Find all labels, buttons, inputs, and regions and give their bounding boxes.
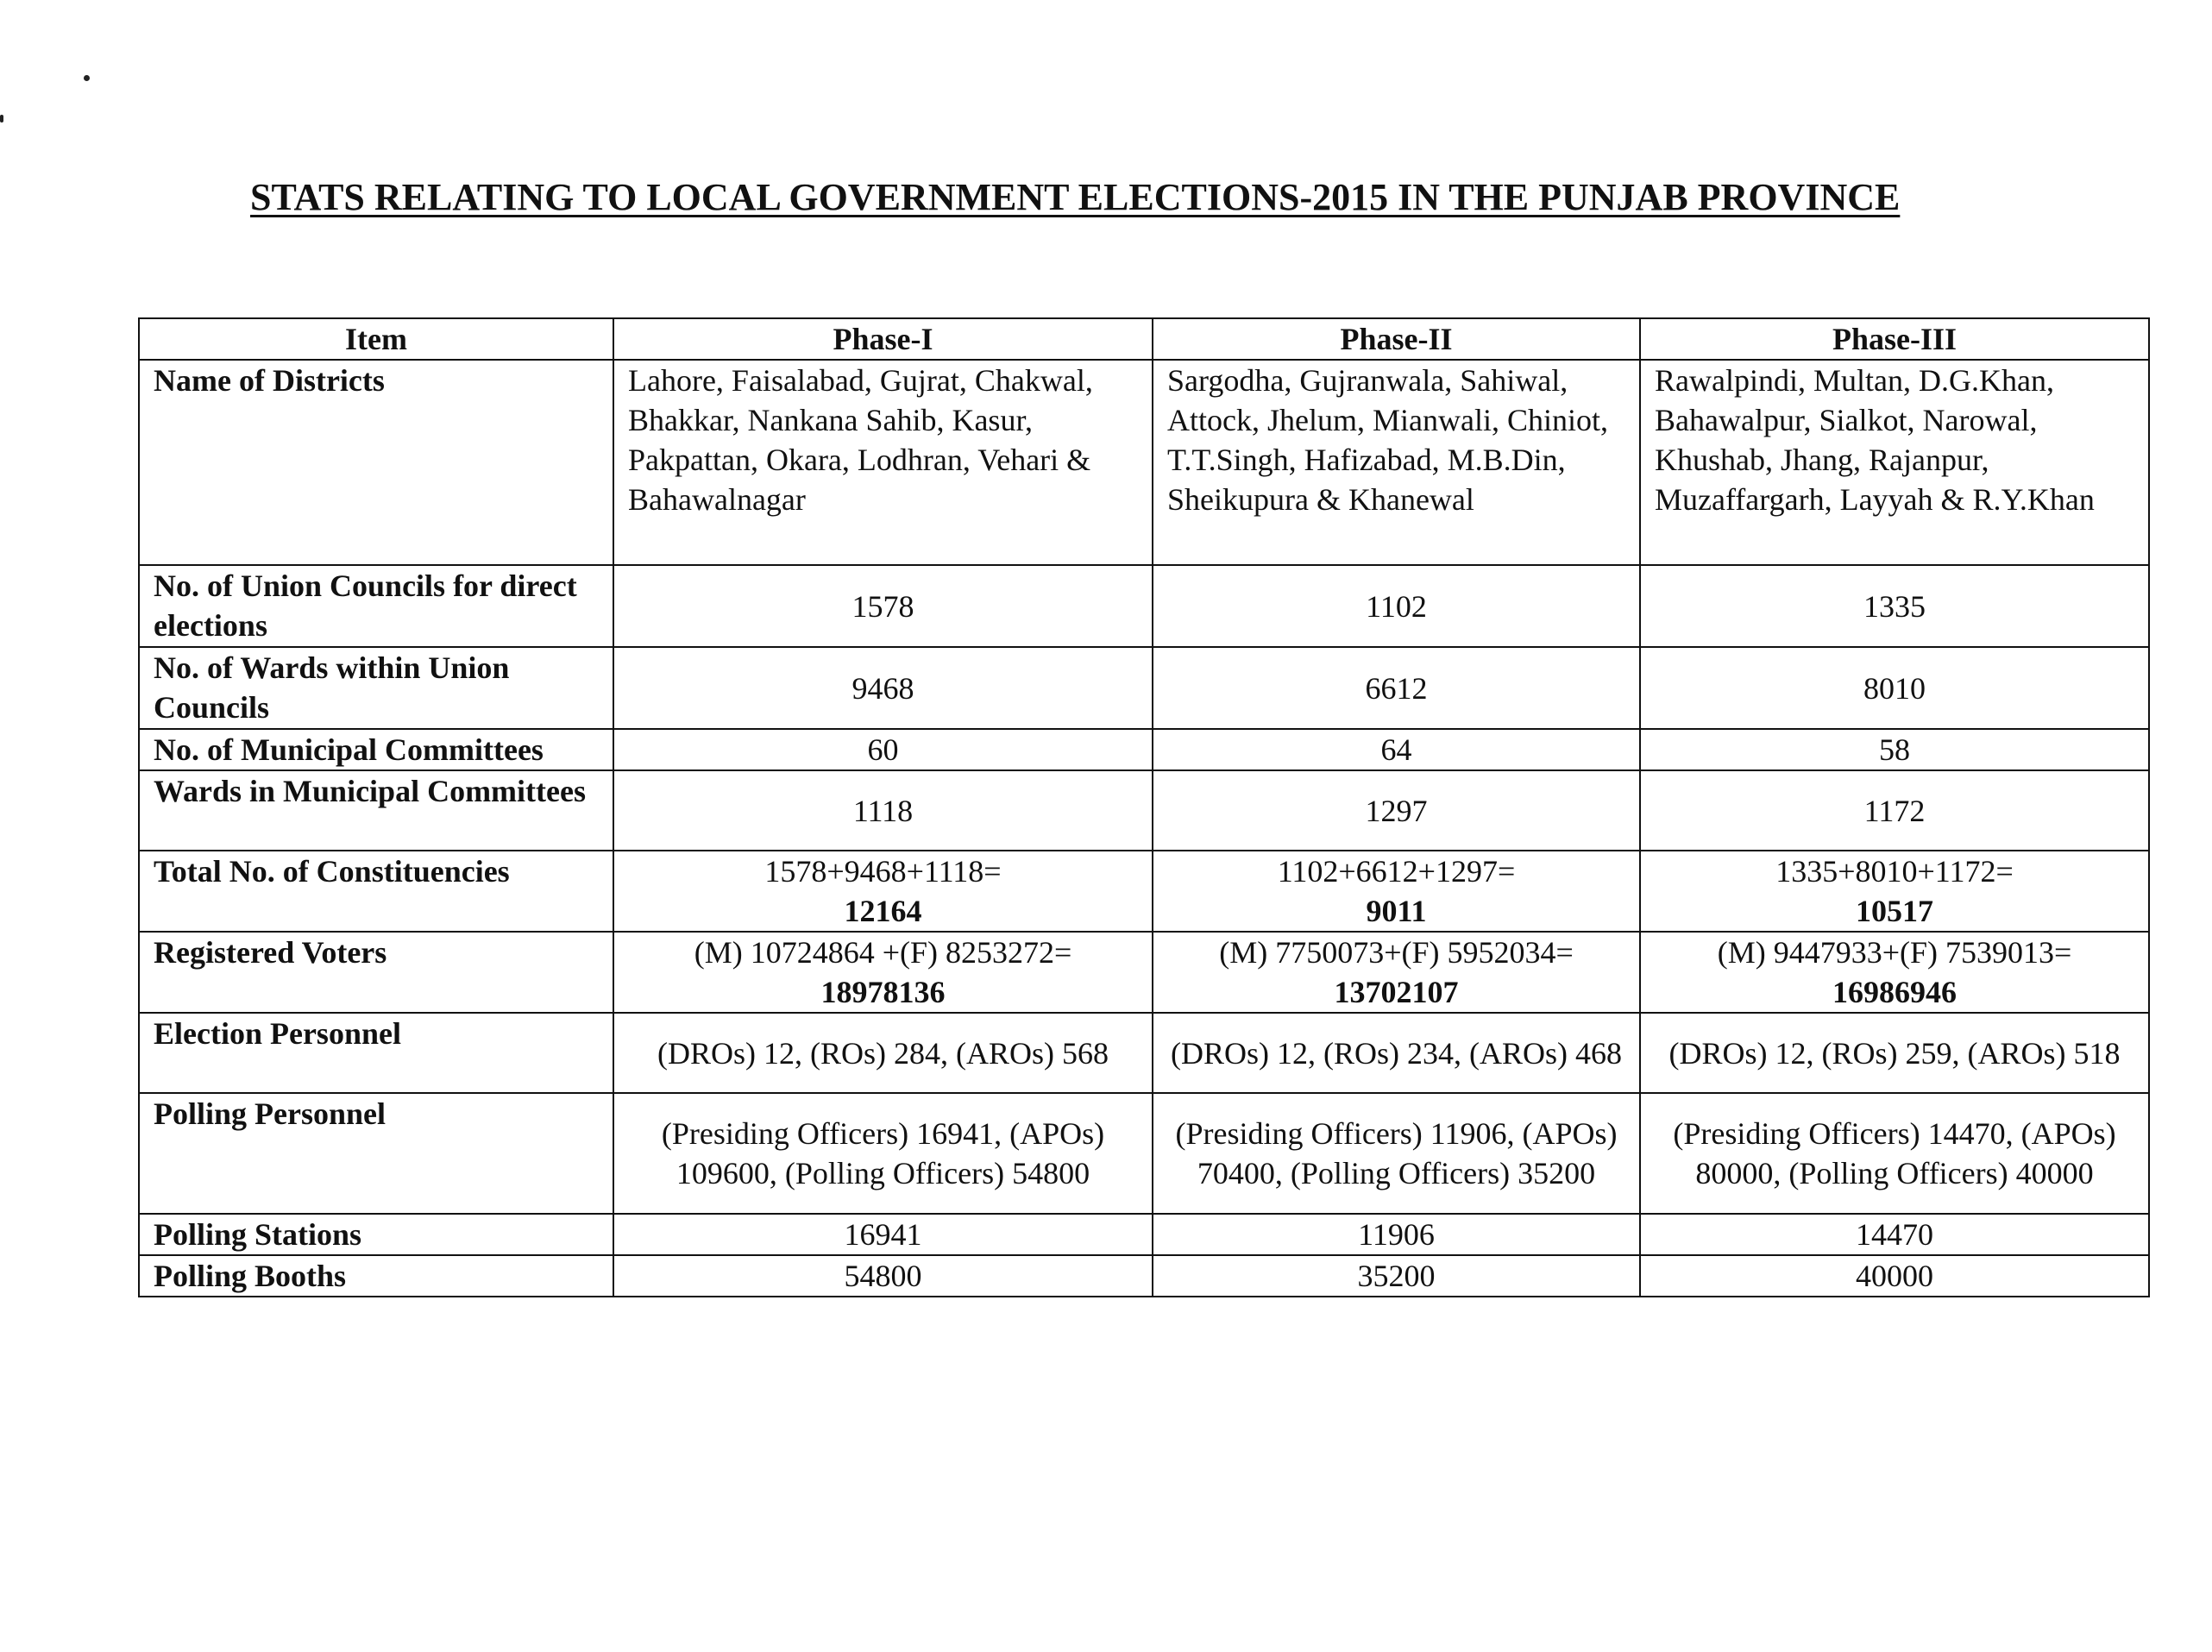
formula: (M) 7750073+(F) 5952034= xyxy=(1219,935,1574,970)
table-row xyxy=(139,1093,2149,1214)
phase-3-cell xyxy=(1640,932,2149,1013)
phase-2-cell: 11906 xyxy=(1153,1214,1640,1255)
table-row xyxy=(139,565,2149,647)
table-row xyxy=(139,770,2149,851)
header-phase-2: Phase-II xyxy=(1153,318,1640,360)
total: 9011 xyxy=(1366,894,1427,928)
phase-1-cell xyxy=(613,851,1153,932)
phase-2-cell: (DROs) 12, (ROs) 234, (AROs) 468 xyxy=(1153,1013,1640,1093)
formula: (M) 9447933+(F) 7539013= xyxy=(1717,935,2072,970)
table-row xyxy=(139,647,2149,729)
phase-3-cell: 8010 xyxy=(1640,647,2149,729)
total: 18978136 xyxy=(820,975,946,1009)
page-title: STATS RELATING TO LOCAL GOVERNMENT ELECTIONS-2015 IN THE PUNJAB PROVINCE xyxy=(250,176,1901,218)
elections-stats-table xyxy=(138,317,2150,1297)
formula: 1335+8010+1172= xyxy=(1775,854,2014,889)
table-row xyxy=(139,1013,2149,1093)
phase-3-cell: (DROs) 12, (ROs) 259, (AROs) 518 xyxy=(1640,1013,2149,1093)
phase-2-cell xyxy=(1153,851,1640,932)
row-label: No. of Wards within Union Councils xyxy=(139,647,613,729)
row-label: Election Personnel xyxy=(139,1013,613,1093)
table-row xyxy=(139,932,2149,1013)
phase-1-cell: 1118 xyxy=(613,770,1153,851)
header-phase-3: Phase-III xyxy=(1640,318,2149,360)
total: 16986946 xyxy=(1832,975,1957,1009)
phase-1-cell: 9468 xyxy=(613,647,1153,729)
phase-1-cell: 60 xyxy=(613,729,1153,770)
row-label: Name of Districts xyxy=(139,360,613,565)
phase-1-cell: 1578 xyxy=(613,565,1153,647)
table-row xyxy=(139,1255,2149,1297)
header-phase-1: Phase-I xyxy=(613,318,1153,360)
phase-1-cell: 16941 xyxy=(613,1214,1153,1255)
phase-2-cell: 35200 xyxy=(1153,1255,1640,1297)
phase-1-cell: (DROs) 12, (ROs) 284, (AROs) 568 xyxy=(613,1013,1153,1093)
phase-3-cell: 1335 xyxy=(1640,565,2149,647)
formula: 1578+9468+1118= xyxy=(764,854,1002,889)
row-label: Wards in Municipal Committees xyxy=(139,770,613,851)
phase-2-cell: 1297 xyxy=(1153,770,1640,851)
table-row xyxy=(139,851,2149,932)
total: 12164 xyxy=(844,894,922,928)
phase-2-cell: 64 xyxy=(1153,729,1640,770)
row-label: Polling Stations xyxy=(139,1214,613,1255)
phase-3-cell: 14470 xyxy=(1640,1214,2149,1255)
header-row xyxy=(139,318,2149,360)
table-row xyxy=(139,360,2149,565)
phase-2-cell: (Presiding Officers) 11906, (APOs) 70400, (Polling Officers) 35200 xyxy=(1153,1093,1640,1214)
phase-2-cell xyxy=(1153,932,1640,1013)
total: 13702107 xyxy=(1334,975,1459,1009)
phase-3-cell: 1172 xyxy=(1640,770,2149,851)
scan-speck xyxy=(0,115,3,122)
phase-2-cell: Sargodha, Gujranwala, Sahiwal, Attock, Jhelum, Mianwali, Chiniot, T.T.Singh, Hafizabad, M.B.Din, Sheikupura & Khanewal xyxy=(1153,360,1640,565)
row-label: No. of Union Councils for direct elections xyxy=(139,565,613,647)
formula: 1102+6612+1297= xyxy=(1277,854,1516,889)
phase-2-cell: 6612 xyxy=(1153,647,1640,729)
phase-1-cell: 54800 xyxy=(613,1255,1153,1297)
phase-3-cell xyxy=(1640,851,2149,932)
phase-1-cell: (Presiding Officers) 16941, (APOs) 109600, (Polling Officers) 54800 xyxy=(613,1093,1153,1214)
header-item: Item xyxy=(139,318,613,360)
scan-speck xyxy=(84,75,90,81)
total: 10517 xyxy=(1856,894,1933,928)
phase-3-cell: (Presiding Officers) 14470, (APOs) 80000, (Polling Officers) 40000 xyxy=(1640,1093,2149,1214)
row-label: Polling Personnel xyxy=(139,1093,613,1214)
phase-3-cell: 58 xyxy=(1640,729,2149,770)
row-label: Total No. of Constituencies xyxy=(139,851,613,932)
phase-1-cell: Lahore, Faisalabad, Gujrat, Chakwal, Bhakkar, Nankana Sahib, Kasur, Pakpattan, Okara, Lodhran, Vehari & Bahawalnagar xyxy=(613,360,1153,565)
table-row xyxy=(139,729,2149,770)
row-label: Registered Voters xyxy=(139,932,613,1013)
phase-1-cell xyxy=(613,932,1153,1013)
phase-2-cell: 1102 xyxy=(1153,565,1640,647)
row-label: No. of Municipal Committees xyxy=(139,729,613,770)
phase-3-cell: Rawalpindi, Multan, D.G.Khan, Bahawalpur, Sialkot, Narowal, Khushab, Jhang, Rajanpur, Muzaffargarh, Layyah & R.Y.Khan xyxy=(1640,360,2149,565)
table-row xyxy=(139,1214,2149,1255)
phase-3-cell: 40000 xyxy=(1640,1255,2149,1297)
row-label: Polling Booths xyxy=(139,1255,613,1297)
formula: (M) 10724864 +(F) 8253272= xyxy=(694,935,1072,970)
